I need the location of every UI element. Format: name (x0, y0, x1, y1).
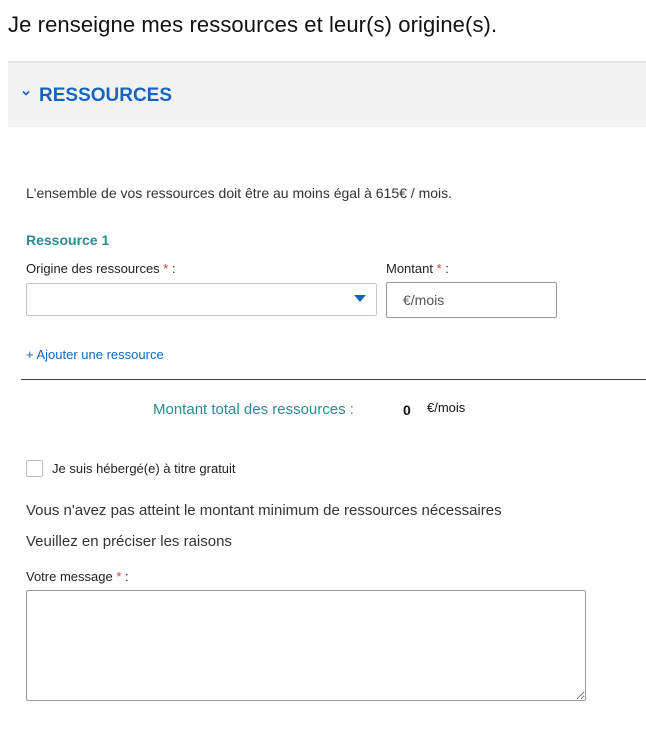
required-mark: * (163, 261, 169, 276)
origin-select[interactable] (26, 283, 377, 316)
resource-title: Ressource 1 (26, 232, 110, 248)
page-title: Je renseigne mes ressources et leur(s) origine(s). (8, 12, 498, 37)
minimum-not-reached-warning: Vous n'avez pas atteint le montant minimum de ressources nécessaires (26, 502, 502, 519)
message-label-text: Votre message (26, 569, 113, 584)
section-title[interactable]: RESSOURCES (39, 85, 173, 106)
amount-label-text: Montant (386, 261, 433, 276)
required-mark: * (436, 261, 442, 276)
free-hosting-checkbox[interactable] (26, 460, 43, 477)
label-suffix: : (121, 569, 129, 584)
add-resource-link[interactable]: + Ajouter une ressource (26, 347, 164, 362)
total-unit: €/mois (427, 400, 466, 415)
chevron-down-icon[interactable] (21, 88, 31, 98)
origin-label (26, 261, 176, 276)
amount-label (386, 261, 449, 276)
divider (21, 379, 646, 380)
ressources-section-header[interactable] (8, 61, 646, 127)
origin-label-text: Origine des ressources (26, 261, 160, 276)
total-label: Montant total des ressources : (153, 401, 354, 418)
amount-input[interactable] (386, 282, 557, 318)
message-textarea[interactable] (26, 590, 586, 701)
free-hosting-label[interactable]: Je suis hébergé(e) à titre gratuit (52, 461, 236, 476)
label-suffix: : (168, 261, 176, 276)
minimum-resources-info: L'ensemble de vos ressources doit être au moins égal à 615€ / mois. (26, 185, 453, 201)
message-label (26, 569, 129, 584)
required-mark: * (116, 569, 122, 584)
reason-prompt: Veuillez en préciser les raisons (26, 533, 232, 550)
caret-down-icon[interactable] (354, 295, 366, 303)
total-value: 0 (403, 402, 411, 418)
label-suffix: : (441, 261, 449, 276)
